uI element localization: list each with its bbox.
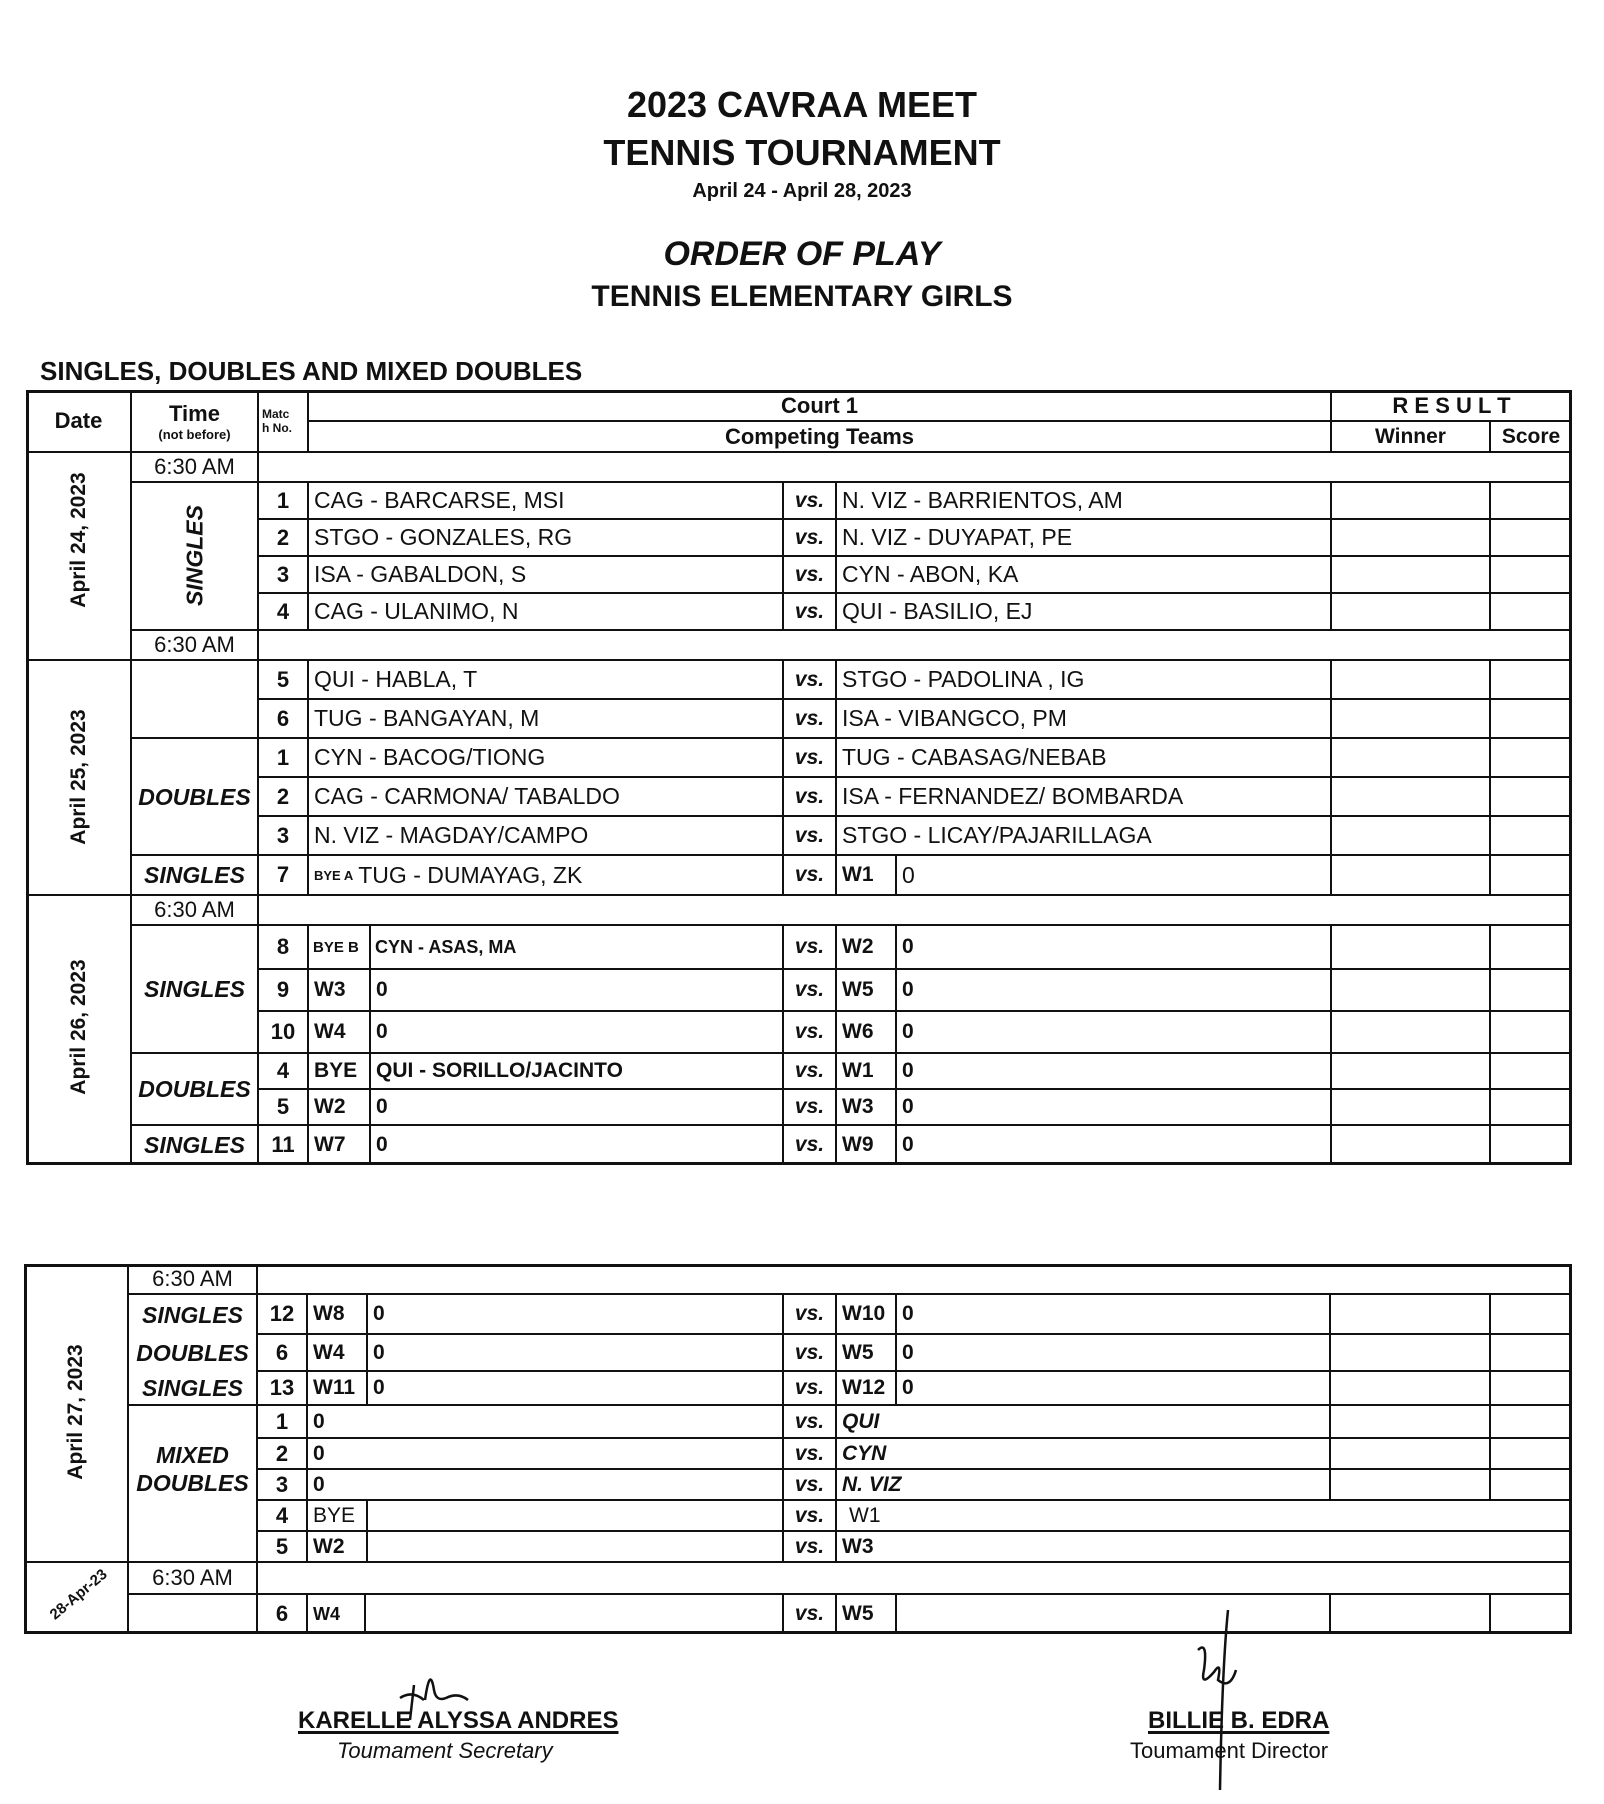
winner-cell[interactable]	[1331, 1125, 1490, 1165]
match-number: 2	[257, 1438, 307, 1469]
category-label-doubles: DOUBLES	[128, 1334, 257, 1371]
match-number: 5	[258, 660, 308, 699]
col-header-score: Score	[1490, 421, 1572, 452]
event-subtitle: TENNIS TOURNAMENT	[603, 132, 1001, 173]
left-seed: W4	[307, 1594, 365, 1634]
right-seed: W1	[836, 855, 896, 895]
col-header-match-no: Matc h No.	[258, 390, 308, 452]
bye-tag: BYE A	[314, 867, 354, 883]
vs-label: vs.	[783, 855, 836, 895]
score-cell[interactable]	[1490, 1011, 1572, 1053]
left-seed: W11	[307, 1371, 367, 1405]
score-cell[interactable]	[1490, 816, 1572, 855]
left-seed: W4	[307, 1334, 367, 1371]
vs-label: vs.	[783, 816, 836, 855]
right-team: QUI	[836, 1405, 1330, 1438]
left-team: 0	[367, 1334, 783, 1371]
match-number: 4	[258, 593, 308, 630]
winner-cell[interactable]	[1331, 1089, 1490, 1125]
match-number: 8	[258, 925, 308, 969]
winner-cell[interactable]	[1331, 519, 1490, 556]
left-team: 0	[367, 1371, 783, 1405]
left-team: 0	[307, 1405, 783, 1438]
score-cell[interactable]	[1490, 556, 1572, 593]
right-team: TUG - CABASAG/NEBAB	[836, 738, 1331, 777]
match-number: 5	[257, 1531, 307, 1562]
right-team: W1	[836, 1500, 1572, 1531]
right-team: 0	[896, 1334, 1330, 1371]
score-cell[interactable]	[1490, 855, 1572, 895]
right-seed: W6	[836, 1011, 896, 1053]
secretary-name: KARELLE ALYSSA ANDRES	[298, 1707, 619, 1734]
winner-cell[interactable]	[1331, 777, 1490, 816]
left-team: QUI - SORILLO/JACINTO	[370, 1053, 783, 1089]
left-team: CAG - ULANIMO, N	[308, 593, 783, 630]
winner-cell[interactable]	[1331, 816, 1490, 855]
right-team: 0	[896, 855, 1331, 895]
category-label-singles: SINGLES	[131, 855, 258, 895]
winner-cell[interactable]	[1330, 1294, 1490, 1334]
winner-cell[interactable]	[1331, 556, 1490, 593]
vs-label: vs.	[783, 1469, 836, 1500]
right-team: W3	[836, 1531, 1572, 1562]
winner-cell[interactable]	[1330, 1371, 1490, 1405]
match-number: 2	[258, 777, 308, 816]
time-slot: 6:30 AM	[128, 1562, 257, 1594]
left-team	[367, 1500, 783, 1531]
match-number: 9	[258, 969, 308, 1011]
vs-label: vs.	[783, 969, 836, 1011]
row-spacer	[258, 452, 1572, 482]
left-team: 0	[370, 1125, 783, 1165]
score-cell[interactable]	[1490, 1334, 1572, 1371]
right-team: 0	[896, 1294, 1330, 1334]
score-cell[interactable]	[1490, 1371, 1572, 1405]
vs-label: vs.	[783, 556, 836, 593]
event-title: 2023 CAVRAA MEET	[626, 84, 978, 125]
date-label-apr28: 28-Apr-23	[46, 1565, 111, 1624]
winner-cell[interactable]	[1330, 1405, 1490, 1438]
left-team: N. VIZ - MAGDAY/CAMPO	[308, 816, 783, 855]
match-number: 1	[257, 1405, 307, 1438]
match-number: 3	[257, 1469, 307, 1500]
left-team: QUI - HABLA, T	[308, 660, 783, 699]
match-number: 6	[257, 1594, 307, 1634]
score-cell[interactable]	[1490, 1469, 1572, 1500]
right-seed: W5	[836, 1334, 896, 1371]
left-team: CAG - CARMONA/ TABALDO	[308, 777, 783, 816]
order-of-play-title: ORDER OF PLAY	[663, 235, 941, 273]
vs-label: vs.	[783, 593, 836, 630]
right-seed: W9	[836, 1125, 896, 1165]
category-label-mixed-doubles: MIXED DOUBLES	[128, 1405, 257, 1562]
winner-cell[interactable]	[1331, 738, 1490, 777]
category-label-singles: SINGLES	[181, 505, 208, 606]
vs-label: vs.	[783, 1371, 836, 1405]
category-label-singles: SINGLES	[128, 1294, 257, 1334]
vs-label: vs.	[783, 1594, 836, 1634]
vs-label: vs.	[783, 1531, 836, 1562]
right-team: ISA - VIBANGCO, PM	[836, 699, 1331, 738]
right-seed: W12	[836, 1371, 896, 1405]
match-number: 3	[258, 816, 308, 855]
score-cell[interactable]	[1490, 1294, 1572, 1334]
winner-cell[interactable]	[1330, 1594, 1490, 1634]
date-label-apr26: April 26, 2023	[67, 959, 90, 1095]
category-label-singles: SINGLES	[128, 1371, 257, 1405]
director-name: BILLIE B. EDRA	[1148, 1707, 1330, 1734]
score-cell[interactable]	[1490, 1594, 1572, 1634]
left-team: STGO - GONZALES, RG	[308, 519, 783, 556]
winner-cell[interactable]	[1331, 699, 1490, 738]
vs-label: vs.	[783, 482, 836, 519]
winner-cell[interactable]	[1331, 1053, 1490, 1089]
match-number: 1	[258, 482, 308, 519]
score-cell[interactable]	[1490, 1053, 1572, 1089]
left-team: TUG - BANGAYAN, M	[308, 699, 783, 738]
match-number: 4	[258, 1053, 308, 1089]
time-slot: 6:30 AM	[131, 895, 258, 925]
vs-label: vs.	[783, 1125, 836, 1165]
date-label-apr27: April 27, 2023	[64, 1344, 87, 1480]
match-number: 3	[258, 556, 308, 593]
right-team: N. VIZ - BARRIENTOS, AM	[836, 482, 1331, 519]
row-spacer	[258, 630, 1572, 660]
category-label-singles: SINGLES	[131, 1125, 258, 1165]
score-cell[interactable]	[1490, 519, 1572, 556]
left-team: 0	[370, 1011, 783, 1053]
score-cell[interactable]	[1490, 969, 1572, 1011]
time-slot: 6:30 AM	[128, 1264, 257, 1294]
right-team: STGO - LICAY/PAJARILLAGA	[836, 816, 1331, 855]
score-cell[interactable]	[1490, 660, 1572, 699]
left-seed: W2	[307, 1531, 367, 1562]
vs-label: vs.	[783, 1294, 836, 1334]
right-seed: W1	[836, 1053, 896, 1089]
row-spacer	[258, 895, 1572, 925]
right-team: 0	[896, 1053, 1331, 1089]
vs-label: vs.	[783, 699, 836, 738]
right-team: STGO - PADOLINA , IG	[836, 660, 1331, 699]
left-team: ISA - GABALDON, S	[308, 556, 783, 593]
vs-label: vs.	[783, 738, 836, 777]
right-seed: W5	[836, 1594, 896, 1634]
col-header-result: R E S U L T	[1331, 390, 1572, 421]
vs-label: vs.	[783, 925, 836, 969]
left-seed: W2	[308, 1089, 370, 1125]
right-team: 0	[896, 925, 1331, 969]
right-team: N. VIZ	[836, 1469, 1330, 1500]
vs-label: vs.	[783, 1011, 836, 1053]
right-team: CYN - ABON, KA	[836, 556, 1331, 593]
col-header-time: Time (not before)	[131, 390, 258, 452]
match-number: 13	[257, 1371, 307, 1405]
left-team: 0	[370, 969, 783, 1011]
left-team: 0	[367, 1294, 783, 1334]
match-number: 10	[258, 1011, 308, 1053]
category-title: TENNIS ELEMENTARY GIRLS	[591, 280, 1013, 313]
right-team	[896, 1594, 1330, 1634]
match-number: 7	[258, 855, 308, 895]
time-slot-empty	[128, 1594, 257, 1634]
left-seed: BYE	[307, 1500, 367, 1531]
score-cell[interactable]	[1490, 699, 1572, 738]
match-number: 4	[257, 1500, 307, 1531]
date-label-apr25: April 25, 2023	[67, 709, 90, 845]
left-team	[365, 1594, 783, 1634]
winner-cell[interactable]	[1331, 593, 1490, 630]
row-spacer	[257, 1264, 1572, 1294]
category-cell-empty	[131, 660, 258, 738]
director-signature-icon	[1170, 1610, 1260, 1800]
score-cell[interactable]	[1490, 777, 1572, 816]
col-header-teams: Competing Teams	[308, 421, 1331, 452]
winner-cell[interactable]	[1331, 925, 1490, 969]
right-seed: W3	[836, 1089, 896, 1125]
score-cell[interactable]	[1490, 1125, 1572, 1165]
winner-cell[interactable]	[1331, 660, 1490, 699]
left-seed: BYE	[308, 1053, 370, 1089]
match-number: 6	[257, 1334, 307, 1371]
match-number: 5	[258, 1089, 308, 1125]
secretary-role: Toumament Secretary	[337, 1738, 553, 1763]
winner-cell[interactable]	[1331, 482, 1490, 519]
category-label-singles: SINGLES	[131, 925, 258, 1053]
match-number: 2	[258, 519, 308, 556]
right-team: 0	[896, 1125, 1331, 1165]
left-seed: W3	[308, 969, 370, 1011]
right-team: 0	[896, 969, 1331, 1011]
time-slot: 6:30 AM	[131, 630, 258, 660]
left-seed: W8	[307, 1294, 367, 1334]
director-role: Toumament Director	[1130, 1738, 1329, 1763]
match-number: 12	[257, 1294, 307, 1334]
left-team: 0	[370, 1089, 783, 1125]
time-slot: 6:30 AM	[131, 452, 258, 482]
right-team: ISA - FERNANDEZ/ BOMBARDA	[836, 777, 1331, 816]
right-seed: W2	[836, 925, 896, 969]
row-spacer	[257, 1562, 1572, 1594]
left-team: CYN - BACOG/TIONG	[308, 738, 783, 777]
section-title: SINGLES, DOUBLES AND MIXED DOUBLES	[40, 356, 583, 386]
category-label-doubles: DOUBLES	[131, 1053, 258, 1125]
vs-label: vs.	[783, 1500, 836, 1531]
winner-cell[interactable]	[1331, 969, 1490, 1011]
score-cell[interactable]	[1490, 1438, 1572, 1469]
left-team	[367, 1531, 783, 1562]
right-team: N. VIZ - DUYAPAT, PE	[836, 519, 1331, 556]
winner-cell[interactable]	[1330, 1438, 1490, 1469]
vs-label: vs.	[783, 1053, 836, 1089]
category-label-doubles: DOUBLES	[131, 738, 258, 855]
vs-label: vs.	[783, 1334, 836, 1371]
col-header-court: Court 1	[308, 390, 1331, 421]
winner-cell[interactable]	[1330, 1334, 1490, 1371]
vs-label: vs.	[783, 1438, 836, 1469]
winner-cell[interactable]	[1331, 855, 1490, 895]
date-label-apr24: April 24, 2023	[67, 472, 90, 608]
score-cell[interactable]	[1490, 1089, 1572, 1125]
vs-label: vs.	[783, 660, 836, 699]
right-seed: W10	[836, 1294, 896, 1334]
left-team: BYE A TUG - DUMAYAG, ZK	[308, 855, 783, 895]
right-team: CYN	[836, 1438, 1330, 1469]
col-header-date: Date	[26, 390, 131, 452]
score-cell[interactable]	[1490, 738, 1572, 777]
vs-label: vs.	[783, 1405, 836, 1438]
left-team: 0	[307, 1438, 783, 1469]
right-team: 0	[896, 1011, 1331, 1053]
winner-cell[interactable]	[1331, 1011, 1490, 1053]
vs-label: vs.	[783, 519, 836, 556]
left-seed: BYE B	[308, 925, 370, 969]
left-team: CYN - ASAS, MA	[370, 925, 783, 969]
left-team: 0	[307, 1469, 783, 1500]
right-team: 0	[896, 1371, 1330, 1405]
left-seed: W4	[308, 1011, 370, 1053]
score-cell[interactable]	[1490, 482, 1572, 519]
match-number: 1	[258, 738, 308, 777]
score-cell[interactable]	[1490, 593, 1572, 630]
left-team: CAG - BARCARSE, MSI	[308, 482, 783, 519]
vs-label: vs.	[783, 777, 836, 816]
score-cell[interactable]	[1490, 1405, 1572, 1438]
right-seed: W5	[836, 969, 896, 1011]
left-seed: W7	[308, 1125, 370, 1165]
match-number: 11	[258, 1125, 308, 1165]
match-number: 6	[258, 699, 308, 738]
right-team: QUI - BASILIO, EJ	[836, 593, 1331, 630]
right-team: 0	[896, 1089, 1331, 1125]
vs-label: vs.	[783, 1089, 836, 1125]
score-cell[interactable]	[1490, 925, 1572, 969]
col-header-winner: Winner	[1331, 421, 1490, 452]
winner-cell[interactable]	[1330, 1469, 1490, 1500]
event-dates: April 24 - April 28, 2023	[692, 180, 912, 202]
